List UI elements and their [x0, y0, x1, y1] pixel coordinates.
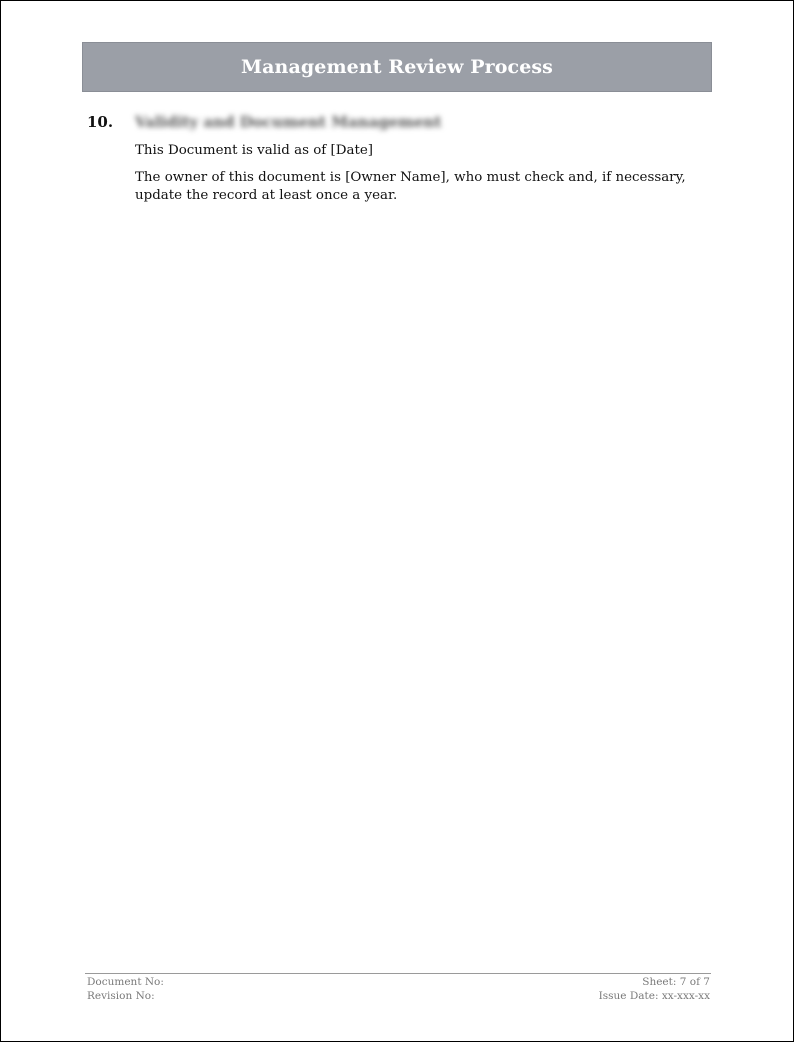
- footer-divider: [85, 973, 711, 974]
- section-number: 10.: [87, 113, 114, 131]
- validity-paragraph: This Document is valid as of [Date]: [135, 143, 373, 158]
- footer-sheet-number: Sheet: 7 of 7: [642, 976, 710, 988]
- footer-document-no: Document No:: [87, 976, 164, 988]
- footer-issue-date: Issue Date: xx-xxx-xx: [598, 990, 710, 1002]
- title-banner: [82, 42, 712, 92]
- owner-paragraph: The owner of this document is [Owner Name], who must check and, if necessary, update the record at least once a year.: [135, 170, 686, 203]
- page-title: Management Review Process: [241, 56, 553, 78]
- footer-revision-no: Revision No:: [87, 990, 155, 1002]
- section-heading: Validity and Document Management: [135, 113, 442, 131]
